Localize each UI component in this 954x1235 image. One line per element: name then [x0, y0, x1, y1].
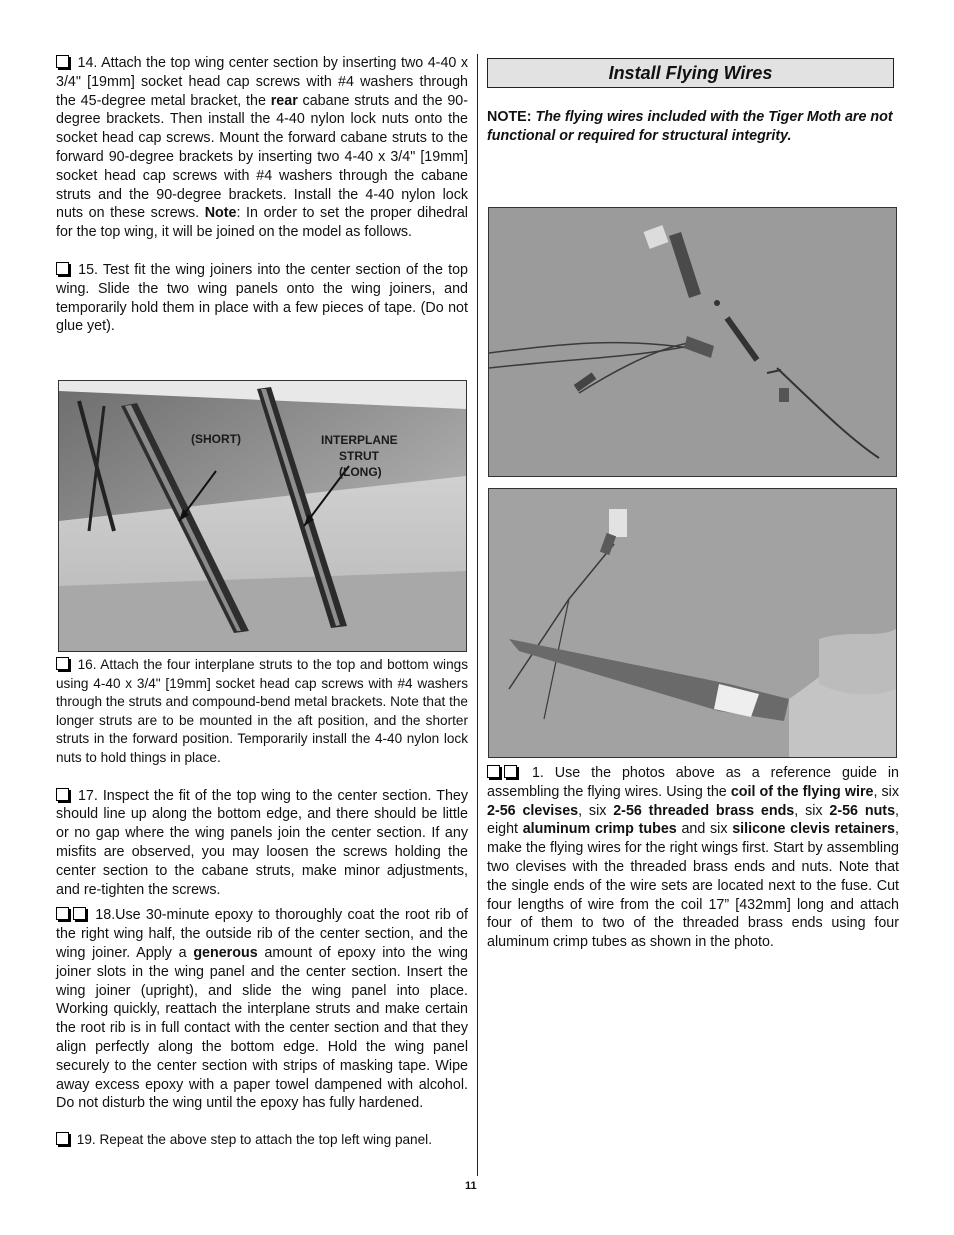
- step-18: 18.Use 30-minute epoxy to thoroughly coat the root rib of the right wing half, the outside rib of the center section, and the wing joiner. Apply a generous amount of epoxy into the wing joiner slots in the wing panel and the center section. Insert the wing joiner (upright), and slide the wing panel into place. Working quickly, reattach the interplane struts and make certain the root rib is in full contact with the center section and that they align perfectly along the bottom edge. Hold the wing panel securely to the center section with strips of masking tape. Wipe away excess epoxy with a paper towel dampened with alcohol. Do not disturb the wing until the epoxy has fully hardened.: [56, 907, 468, 1112]
- flying-wire-note: NOTE: The flying wires included with the Tiger Moth are not functional or required for structural integrity.: [487, 109, 893, 144]
- label-interplane: INTERPLANE: [321, 433, 398, 447]
- label-long: (LONG): [339, 465, 382, 479]
- step-19: 19. Repeat the above step to attach the top left wing panel.: [56, 1131, 468, 1150]
- strut-photo-image: [59, 381, 466, 651]
- column-divider: [477, 54, 478, 1176]
- crimping-image: [489, 489, 896, 757]
- left-column-lower: [56, 656, 468, 1150]
- checkbox[interactable]: [56, 1132, 69, 1145]
- checkbox[interactable]: [56, 657, 69, 670]
- section-heading: Install Flying Wires: [487, 58, 894, 88]
- step-15: 15. Test fit the wing joiners into the center section of the top wing. Slide the two wing panels onto the wing joiners, and temporarily hold them in place with a few pieces of tape. (Do not glue yet).: [56, 261, 468, 335]
- label-strut: STRUT: [339, 449, 379, 463]
- checkbox[interactable]: [56, 788, 69, 801]
- step-14: 14. Attach the top wing center section by inserting two 4-40 x 3/4" [19mm] socket head cap screws with #4 washers through the 45-degree metal bracket, the rear cabane struts and the 90-degree brackets. Then install the 4-40 nylon lock nuts onto the socket head cap screws. Mount the forward cabane struts to the forward 90-degree brackets by inserting two 4-40 x 3/4" [19mm] socket head cap screws with #4 washers through the cabane struts and the 90-degree brackets. Install the 4-40 nylon lock nuts on these screws. Note: In order to set the proper dihedral for the top wing, it will be joined on the model as follows.: [56, 55, 468, 241]
- interplane-strut-photo: [58, 380, 467, 652]
- page-number: 11: [465, 1180, 477, 1192]
- checkbox[interactable]: [56, 907, 69, 920]
- wire-parts-image: [489, 208, 896, 476]
- checkbox[interactable]: [73, 907, 86, 920]
- crimping-photo: [488, 488, 897, 758]
- checkbox[interactable]: [56, 55, 69, 68]
- checkbox[interactable]: [487, 765, 500, 778]
- left-column: [56, 54, 468, 336]
- right-column-lower: [487, 764, 899, 952]
- step-17: 17. Inspect the fit of the top wing to the center section. They should line up along the bottom edge, and there should be little or no gap where the wing panels join the center section. If any misfits are observed, you may loosen the screws holding the center section to the cabane struts, make minor adjustments, and re-tighten the screws.: [56, 787, 468, 898]
- step-1-flying-wires: 1. Use the photos above as a reference guide in assembling the flying wires. Using the coil of the flying wire, six 2-56 clevises, six 2-56 threaded brass ends, six 2-56 nuts, eight aluminum crimp tubes and six silicone clevis retainers, make the flying wires for the right wings first. Start by assembling two clevises with the threaded brass ends and nuts. Note that the single ends of the wire sets are located next to the fuse. Cut four lengths of wire from the coil 17” [432mm] long and attach four of them to two of the threaded brass ends using four aluminum crimp tubes as shown in the photo.: [487, 765, 900, 951]
- step-16: 16. Attach the four interplane struts to the top and bottom wings using 4-40 x 3/4" [19mm] socket head cap screws with #4 washers through the struts and compound-bend metal brackets. Note that the longer struts are to be mounted in the aft position, and the shorter struts in the forward position. Temporarily install the 4-40 nylon lock nuts to hold things in place.: [56, 657, 468, 765]
- wire-parts-photo: [488, 207, 897, 477]
- checkbox[interactable]: [504, 765, 517, 778]
- label-short: (SHORT): [191, 432, 241, 446]
- checkbox[interactable]: [56, 262, 69, 275]
